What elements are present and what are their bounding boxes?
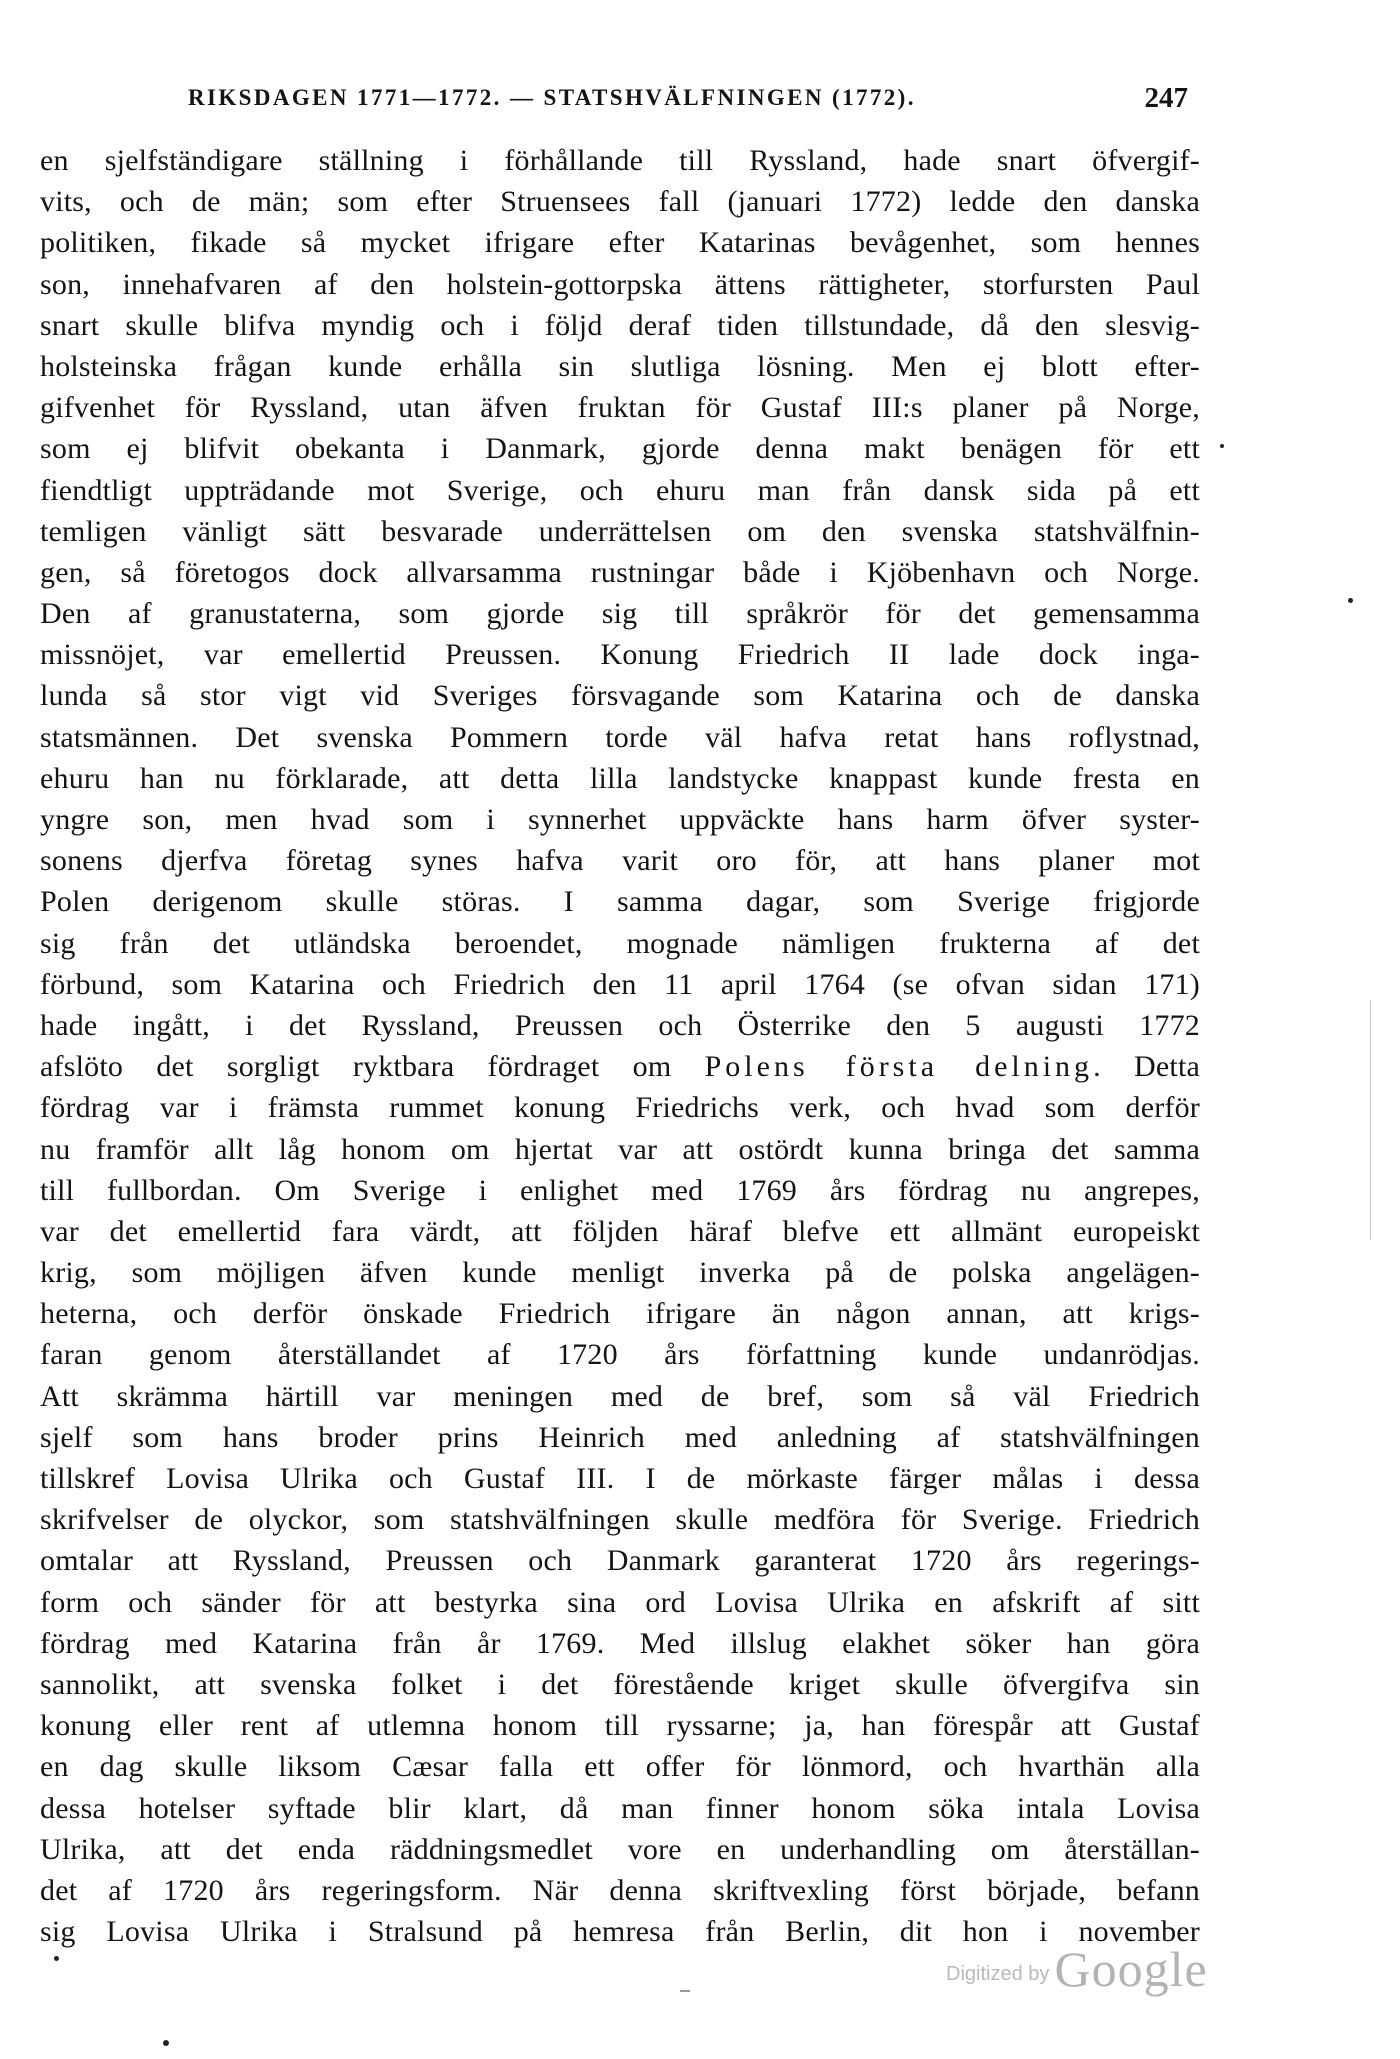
page-number: 247: [1144, 82, 1188, 114]
text-line: sannolikt, att svenska folket i det förestående kriget skulle öfvergifva sin: [40, 1667, 1200, 1701]
text-line: sjelf som hans broder prins Heinrich med anledning af statshvälfningen: [40, 1420, 1200, 1454]
ink-speck: [54, 1956, 59, 1961]
text-line: var det emellertid fara värdt, att följden häraf blefve ett allmänt europeiskt: [40, 1214, 1200, 1248]
text-line: en dag skulle liksom Cæsar falla ett offer för lönmord, och hvarthän alla: [40, 1750, 1200, 1784]
text-line: dessa hotelser syftade blir klart, då man finner honom söka intala Lovisa: [40, 1791, 1200, 1825]
text-line: missnöjet, var emellertid Preussen. Konung Friedrich II lade dock inga-: [40, 638, 1200, 672]
text-line: politiken, fikade så mycket ifrigare efter Katarinas bevågenhet, som hennes: [40, 226, 1200, 260]
text-line: ehuru han nu förklarade, att detta lilla landstycke knappast kunde fresta en: [40, 761, 1200, 795]
text-line: Den af granustaterna, som gjorde sig till språkrör för det gemensamma: [40, 597, 1200, 631]
text-line: skrifvelser de olyckor, som statshvälfningen skulle medföra för Sverige. Friedrich: [40, 1503, 1200, 1537]
text-line: det af 1720 års regeringsform. När denna skriftvexling först började, befann: [40, 1873, 1200, 1907]
text-line: heterna, och derför önskade Friedrich ifrigare än någon annan, att krigs-: [40, 1297, 1200, 1331]
text-line: sonens djerfva företag synes hafva varit oro för, att hans planer mot: [40, 844, 1200, 878]
text-run: . Detta: [1093, 1050, 1200, 1084]
text-line: fiendtligt uppträdande mot Sverige, och ehuru man från dansk sida på ett: [40, 473, 1200, 507]
ink-speck: [1220, 444, 1224, 448]
text-line: Polen derigenom skulle störas. I samma dagar, som Sverige frigjorde: [40, 885, 1200, 919]
text-line: gifvenhet för Ryssland, utan äfven fruktan för Gustaf III:s planer på Norge,: [40, 391, 1200, 425]
text-line: en sjelfständigare ställning i förhållande till Ryssland, hade snart öfvergif-: [40, 144, 1200, 177]
text-line: form och sänder för att bestyrka sina ord Lovisa Ulrika en afskrift af sitt: [40, 1585, 1200, 1619]
text-line: fördrag var i främsta rummet konung Friedrichs verk, och hvad som derför: [40, 1091, 1200, 1125]
text-line: holsteinska frågan kunde erhålla sin slutliga lösning. Men ej blott efter-: [40, 349, 1200, 383]
scan-artifact-dash: [680, 1990, 690, 1992]
text-run: afslöto det sorgligt ryktbara fördraget om: [40, 1050, 705, 1084]
body-text: [40, 140, 1200, 1952]
google-logo: Google: [1054, 1941, 1208, 1997]
running-title: RIKSDAGEN 1771—1772. — STATSHVÄLFNINGEN (1772).: [188, 85, 916, 110]
text-line: gen, så företogos dock allvarsamma rustningar både i Kjöbenhavn och Norge.: [40, 555, 1200, 589]
text-line: lunda så stor vigt vid Sveriges försvagande som Katarina och de danska: [40, 679, 1200, 713]
text-line: till fullbordan. Om Sverige i enlighet med 1769 års fördrag nu angrepes,: [40, 1173, 1200, 1207]
text-line: sig Lovisa Ulrika i Stralsund på hemresa från Berlin, dit hon i november: [40, 1915, 1200, 1949]
ink-speck: [163, 2040, 169, 2046]
text-line: förbund, som Katarina och Friedrich den 11 april 1764 (se ofvan sidan 171): [40, 967, 1200, 1001]
text-line: nu framför allt låg honom om hjertat var att ostördt kunna bringa det samma: [40, 1132, 1200, 1166]
text-line: som ej blifvit obekanta i Danmark, gjorde denna makt benägen för ett: [40, 432, 1200, 466]
text-line: fördrag med Katarina från år 1769. Med illslug elakhet söker han göra: [40, 1626, 1200, 1660]
text-line: hade ingått, i det Ryssland, Preussen och Österrike den 5 augusti 1772: [40, 1008, 1200, 1042]
watermark-prefix: Digitized by: [946, 1963, 1050, 1985]
text-line: Att skrämma härtill var meningen med de bref, som så väl Friedrich: [40, 1379, 1200, 1413]
text-line: vits, och de män; som efter Struensees fall (januari 1772) ledde den danska: [40, 185, 1200, 219]
text-line: son, innehafvaren af den holstein-gottorpska ättens rättigheter, storfursten Paul: [40, 267, 1200, 301]
scan-artifact-margin-line: [1370, 1000, 1371, 1240]
text-line: Ulrika, att det enda räddningsmedlet vore en underhandling om återställan-: [40, 1832, 1200, 1866]
ink-speck: [1348, 598, 1353, 603]
text-line: sig från det utländska beroendet, mognade nämligen frukterna af det: [40, 926, 1200, 960]
letterspaced-emphasis: Polens första delning: [704, 1050, 1094, 1084]
digitized-by-google-watermark: [946, 1940, 1246, 2000]
text-line: konung eller rent af utlemna honom till ryssarne; ja, han förespår att Gustaf: [40, 1709, 1200, 1743]
text-line: tillskref Lovisa Ulrika och Gustaf III. I de mörkaste färger målas i dessa: [40, 1462, 1200, 1495]
text-line: krig, som möjligen äfven kunde menligt inverka på de polska angelägen-: [40, 1256, 1200, 1290]
text-line: faran genom återställandet af 1720 års författning kunde undanrödjas.: [40, 1338, 1200, 1372]
text-line: yngre son, men hvad som i synnerhet uppväckte hans harm öfver syster-: [40, 803, 1200, 836]
running-head: [188, 78, 1188, 118]
text-line: omtalar att Ryssland, Preussen och Danmark garanterat 1720 års regerings-: [40, 1544, 1200, 1578]
text-line-emphasis: [40, 1046, 1200, 1087]
text-line: snart skulle blifva myndig och i följd deraf tiden tillstundade, då den slesvig-: [40, 308, 1200, 342]
text-line: temligen vänligt sätt besvarade underrättelsen om den svenska statshvälfnin-: [40, 514, 1200, 548]
text-line: statsmännen. Det svenska Pommern torde väl hafva retat hans roflystnad,: [40, 720, 1200, 754]
